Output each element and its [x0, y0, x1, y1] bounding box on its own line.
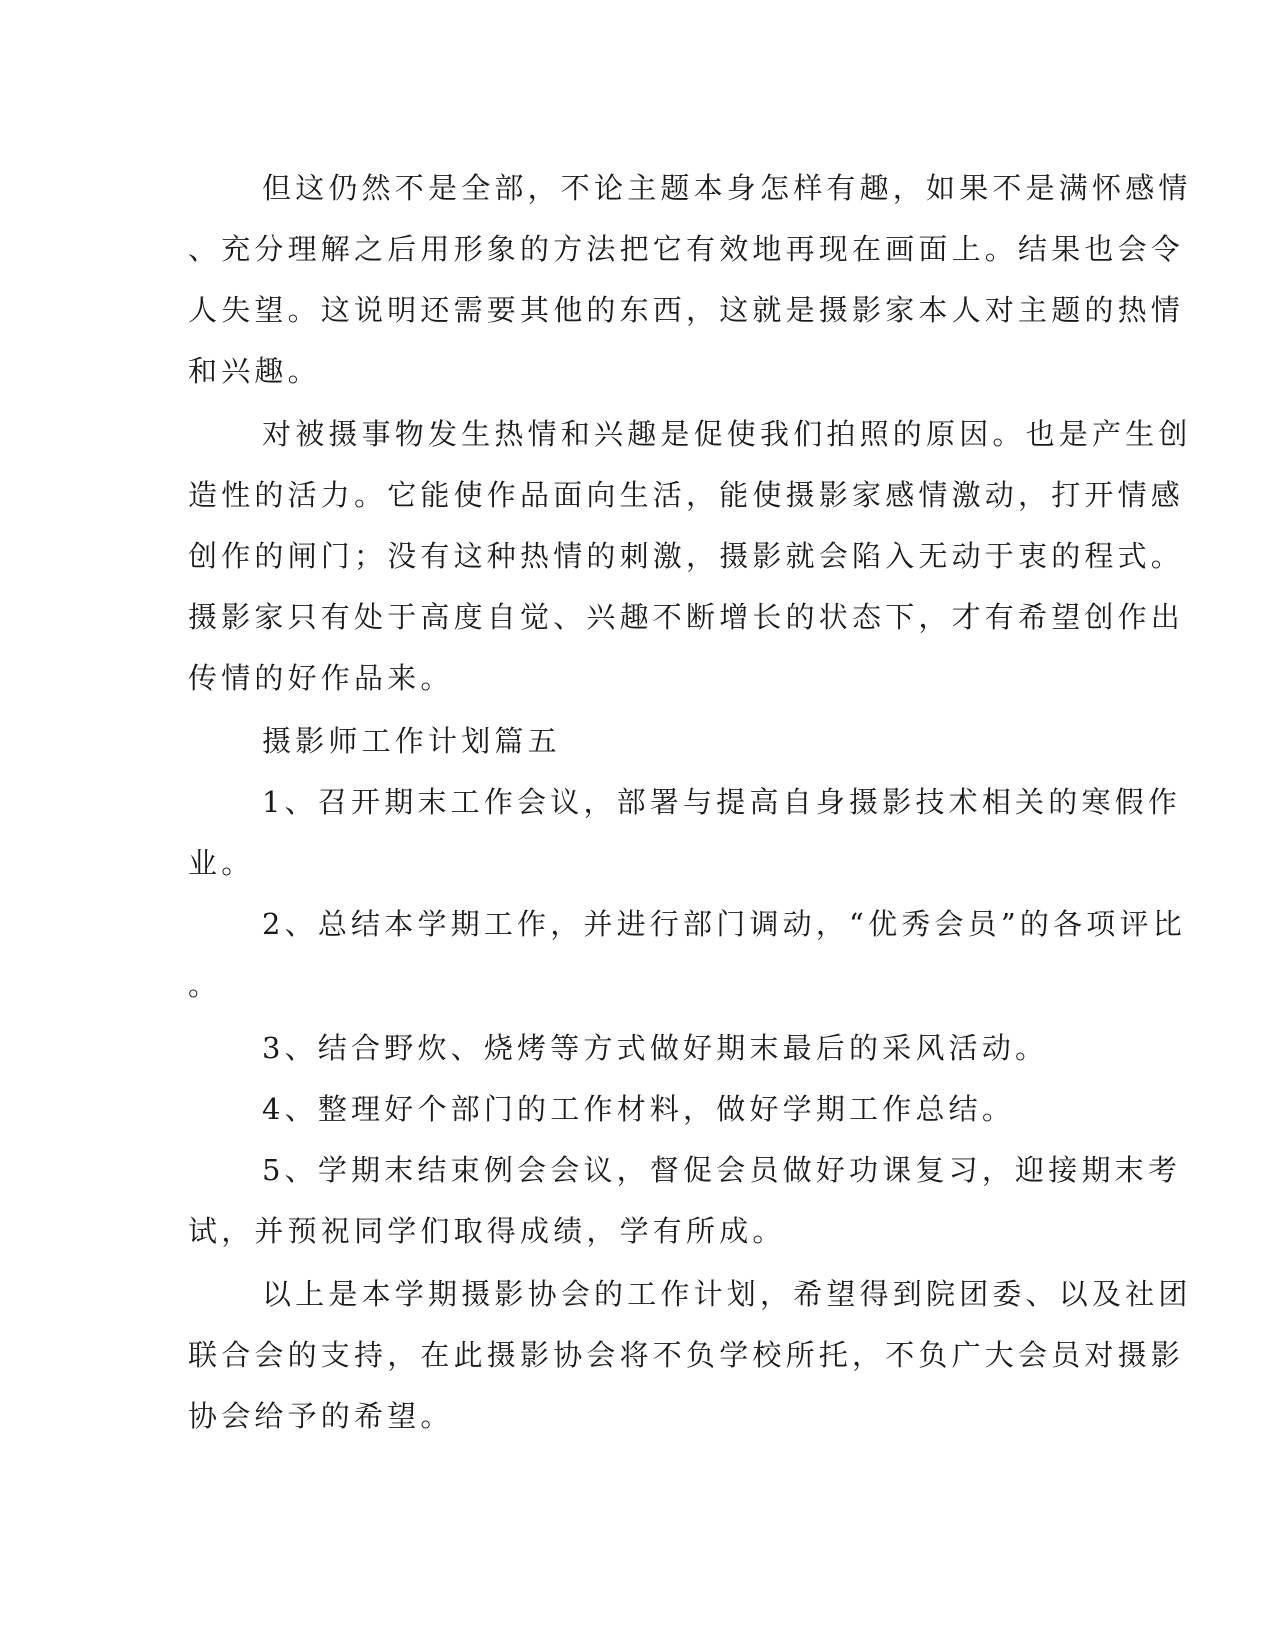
item-1-line-2: 业。: [188, 846, 255, 880]
item-5-line-1: 5、学期末结束例会会议，督促会员做好功课复习，迎接期末考: [262, 1153, 1182, 1187]
item-4: 4、整理好个部门的工作材料，做好学期工作总结。: [262, 1092, 1016, 1126]
section-title: 摄影师工作计划篇五: [262, 724, 561, 758]
paragraph-2-line-4: 摄影家只有处于高度自觉、兴趣不断增长的状态下，才有希望创作出: [188, 600, 1185, 634]
item-2-line-1: 2、总结本学期工作，并进行部门调动，“优秀会员”的各项评比: [262, 907, 1186, 941]
paragraph-2-line-1: 对被摄事物发生热情和兴趣是促使我们拍照的原因。也是产生创: [262, 417, 1192, 451]
paragraph-2-line-5: 传情的好作品来。: [188, 661, 454, 695]
closing-line-1: 以上是本学期摄影协会的工作计划，希望得到院团委、以及社团: [262, 1277, 1192, 1311]
item-5-line-2: 试，并预祝同学们取得成绩，学有所成。: [188, 1214, 786, 1248]
paragraph-1-line-3: 人失望。这说明还需要其他的东西，这就是摄影家本人对主题的热情: [188, 293, 1185, 327]
item-2-line-2: 。: [188, 968, 222, 1002]
paragraph-1-line-2: 、充分理解之后用形象的方法把它有效地再现在画面上。结果也会令: [188, 232, 1185, 266]
item-1-line-1: 1、召开期末工作会议，部署与提高自身摄影技术相关的寒假作: [262, 785, 1182, 819]
closing-line-3: 协会给予的希望。: [188, 1399, 454, 1433]
closing-line-2: 联合会的支持，在此摄影协会将不负学校所托，不负广大会员对摄影: [188, 1338, 1185, 1372]
paragraph-2-line-2: 造性的活力。它能使作品面向生活，能使摄影家感情激动，打开情感: [188, 478, 1185, 512]
paragraph-1-line-4: 和兴趣。: [188, 354, 321, 388]
paragraph-1-line-1: 但这仍然不是全部，不论主题本身怎样有趣，如果不是满怀感情: [262, 171, 1192, 205]
paragraph-2-line-3: 创作的闸门；没有这种热情的刺激，摄影就会陷入无动于衷的程式。: [188, 539, 1185, 573]
item-3: 3、结合野炊、烧烤等方式做好期末最后的采风活动。: [262, 1031, 1049, 1065]
